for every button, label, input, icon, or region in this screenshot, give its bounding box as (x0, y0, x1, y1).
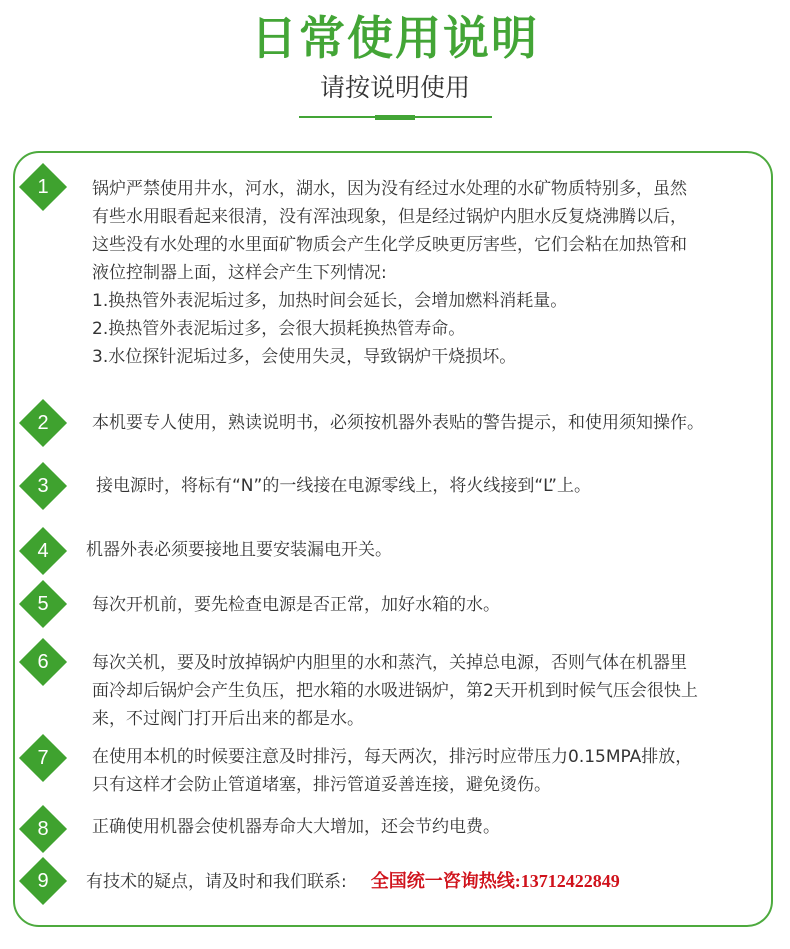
number-badge-icon: 8 (18, 804, 68, 854)
page-title: 日常使用说明 (251, 11, 539, 65)
hotline-number: 全国统一咨询热线:13712422849 (370, 871, 620, 891)
title-divider-accent (375, 115, 415, 120)
number-badge-icon: 4 (18, 526, 68, 576)
instruction-text: 机器外表必须要接地且要安装漏电开关。 (86, 540, 392, 560)
number-badge-icon: 2 (18, 398, 68, 448)
instruction-text: 锅炉严禁使用井水，河水，湖水，因为没有经过水处理的水矿物质特别多，虽然 有些水用眼看起来很清，没有浑浊现象，但是经过锅炉内胆水反复烧沸腾以后， 这些没有水处理的水里面矿物质会产生化学反映更厉害些，它们会粘在加热管和 液位控制器上面，这样会产生下列情况: 1.换热管外表泥垢过多，加热时间会延长，会增加燃料消耗量。 2.换热管外表泥垢过多，会很大损耗换热管寿命。 3.水位探针泥垢过多，会使用失灵，导致锅炉干烧损坏。 (92, 179, 687, 367)
instruction-text: 接电源时，将标有“N”的一线接在电源零线上，将火线接到“L”上。 (96, 476, 591, 496)
page-subtitle: 请按说明使用 (319, 73, 470, 102)
instruction-text: 每次关机，要及时放掉锅炉内胆里的水和蒸汽，关掉总电源，否则气体在机器里 面冷却后锅炉会产生负压，把水箱的水吸进锅炉，第2天开机到时候气压会很快上 来，不过阀门打开后出来的都是水。 (92, 653, 698, 729)
contact-prompt: 有技术的疑点，请及时和我们联系: (86, 872, 347, 892)
number-badge-icon: 3 (18, 461, 68, 511)
instruction-text: 本机要专人使用，熟读说明书，必须按机器外表贴的警告提示，和使用须知操作。 (92, 413, 704, 433)
number-badge-icon: 6 (18, 637, 68, 687)
number-badge-icon: 1 (18, 162, 68, 212)
instruction-text: 正确使用机器会使机器寿命大大增加，还会节约电费。 (92, 817, 500, 837)
number-badge-icon: 5 (18, 579, 68, 629)
instruction-text: 每次开机前，要先检查电源是否正常，加好水箱的水。 (92, 595, 500, 615)
number-badge-icon: 9 (18, 856, 68, 906)
instruction-text (86, 867, 620, 896)
number-badge-icon: 7 (18, 733, 68, 783)
instruction-text: 在使用本机的时候要注意及时排污，每天两次，排污时应带压力0.15MPA排放， 只有这样才会防止管道堵塞，排污管道妥善连接，避免烫伤。 (92, 747, 693, 795)
